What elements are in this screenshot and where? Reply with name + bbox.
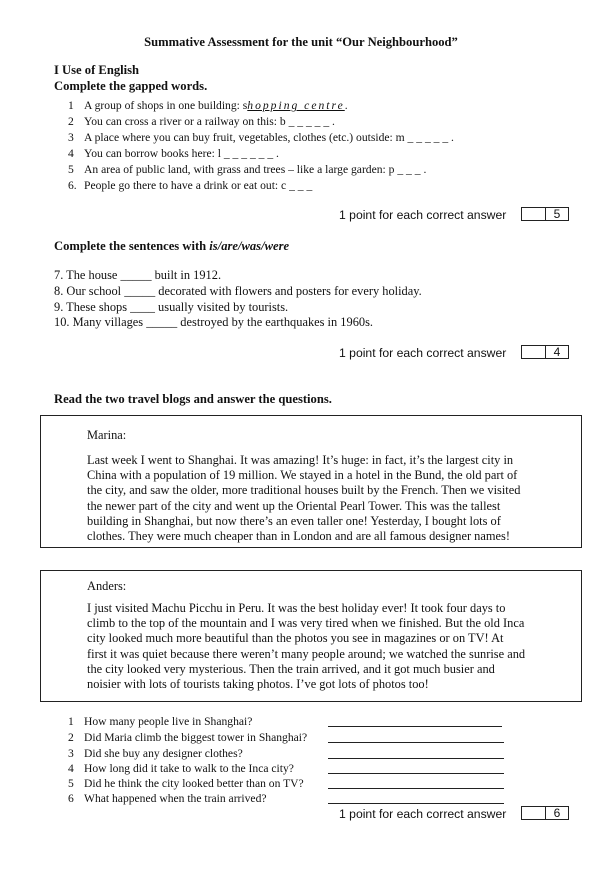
answer-line[interactable] — [328, 788, 504, 789]
sentence-10: 10. Many villages _____ destroyed by the earthquakes in 1960s. — [54, 315, 373, 329]
list-item: 6 What happened when the train arrived? — [68, 792, 267, 805]
score-label: 1 point for each correct answer — [339, 346, 507, 360]
sentence-8: 8. Our school _____ decorated with flowers and posters for every holiday. — [54, 284, 422, 298]
answer-line[interactable] — [328, 742, 504, 743]
instruction-travel-blogs: Read the two travel blogs and answer the questions. — [54, 392, 332, 406]
instruction-is-are-was-were: Complete the sentences with is/are/was/were — [54, 239, 290, 253]
score-box: 6 — [521, 806, 569, 820]
list-item: 4 How long did it take to walk to the Inca city? — [68, 762, 294, 775]
list-item: 6. People go there to have a drink or eat out: c _ _ _ — [68, 179, 313, 192]
score-box: 4 — [521, 345, 569, 359]
section-heading-use-of-english: I Use of English — [54, 63, 140, 77]
list-item: 3 Did she buy any designer clothes? — [68, 747, 243, 760]
answer-line[interactable] — [328, 726, 502, 727]
list-item: 4 You can borrow books here: l _ _ _ _ _ _ . — [68, 147, 279, 160]
list-item: 5 Did he think the city looked better than on TV? — [68, 777, 304, 790]
blog-anders — [40, 570, 582, 702]
instruction-gapped-words: Complete the gapped words. — [54, 79, 208, 93]
blog-text: I just visited Machu Picchu in Peru. It was the best holiday ever! It took four days to climb to the top of the mountain and I was very tired when we finished. But the old Inca city looked much more beautiful than the photos you see in magazines or on TV! At first it was quiet because there weren’t many people around; we watched the sunrise and the city looked very mysterious. Then the train arrived, and it got much busier and noisier with lots of tourists taking photos. I’ve got lots of photos too! — [87, 601, 526, 692]
answer-line[interactable] — [328, 758, 504, 759]
sentence-9: 9. These shops ____ usually visited by tourists. — [54, 300, 289, 314]
score-box: 5 — [521, 207, 569, 221]
blog-author: Anders: — [87, 579, 127, 593]
list-item: 2 Did Maria climb the biggest tower in Shanghai? — [68, 731, 308, 744]
score-label: 1 point for each correct answer — [339, 208, 507, 222]
blog-text: Last week I went to Shanghai. It was amazing! It’s huge: in fact, it’s the largest city in China with a population of 19 million. We stayed in a hotel in the Bund, the old part of the city, and saw the older, more traditional houses built by the French. Then we visited the newer part of the city and went up the Oriental Pearl Tower. This was the tallest building in Shanghai, but now there’s an even taller one! Yesterday, I bought lots of clothes. They were much cheaper than in London and are all famous designer names! — [87, 453, 521, 544]
list-item: 1 A group of shops in one building: shopping centre. — [68, 99, 348, 112]
blog-author: Marina: — [87, 428, 127, 442]
list-item: 3 A place where you can buy fruit, vegetables, clothes (etc.) outside: m _ _ _ _ _ . — [68, 131, 454, 144]
example-answer: hopping centre — [247, 99, 345, 112]
list-item: 5 An area of public land, with grass and trees – like a large garden: p _ _ _ . — [68, 163, 427, 176]
answer-line[interactable] — [328, 773, 504, 774]
list-item: 1 How many people live in Shanghai? — [68, 715, 253, 728]
score-label: 1 point for each correct answer — [339, 807, 507, 821]
sentence-7: 7. The house _____ built in 1912. — [54, 268, 222, 282]
blog-marina — [40, 415, 582, 548]
list-item: 2 You can cross a river or a railway on this: b _ _ _ _ _ . — [68, 115, 335, 128]
answer-line[interactable] — [328, 803, 504, 804]
page-title: Summative Assessment for the unit “Our Neighbourhood” — [144, 35, 458, 49]
